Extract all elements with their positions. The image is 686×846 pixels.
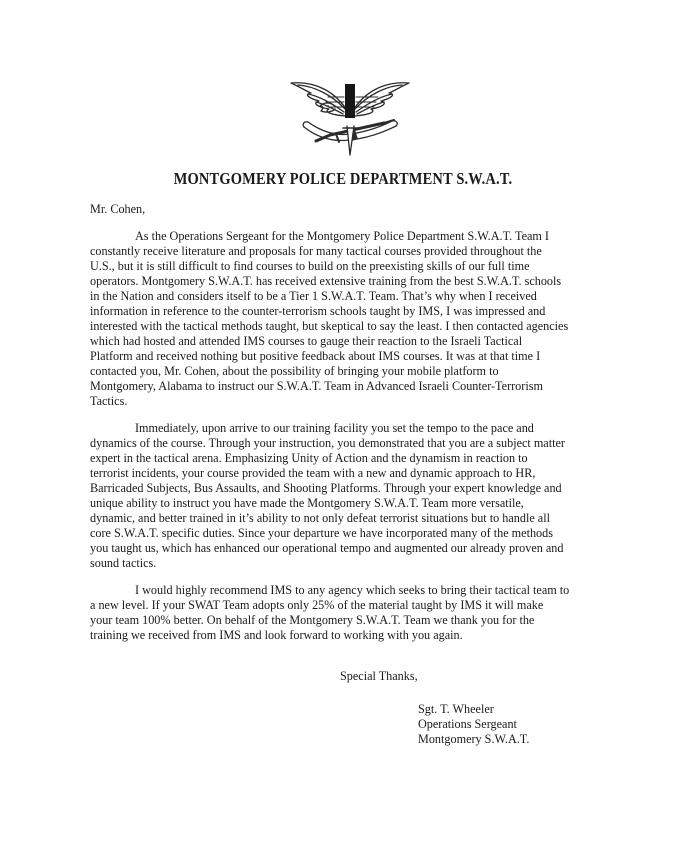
text-line: interested with the tactical methods taught, but skeptical to say the least. I then contacted agencies xyxy=(90,319,569,333)
text-line: dynamics of the course. Through your instruction, you demonstrated that you are a subject matter xyxy=(90,436,565,450)
signature-line: Sgt. T. Wheeler xyxy=(418,702,494,716)
text-line: a new level. If your SWAT Team adopts only 25% of the material taught by IMS it will make xyxy=(90,598,544,612)
text-line: As the Operations Sergeant for the Montgomery Police Department S.W.A.T. Team I xyxy=(135,229,549,243)
text-line: constantly receive literature and proposals for many tactical courses provided throughout the xyxy=(90,244,542,258)
text-line: which had hosted and attended IMS courses to gauge their reaction to the Israeli Tactical xyxy=(90,334,523,348)
text-line: information in reference to the counter-terrorism schools taught by IMS, I was impressed and xyxy=(90,304,546,318)
text-line: dynamic, and better trained in it’s ability to not only defeat terrorist situations but to handle all xyxy=(90,511,550,525)
greeting: Mr. Cohen, xyxy=(90,202,146,216)
department-logo xyxy=(0,0,686,165)
text-line: training we received from IMS and look forward to working with you again. xyxy=(90,628,463,642)
text-line: core S.W.A.T. specific duties. Since your departure we have incorporated many of the methods xyxy=(90,526,553,540)
signature-line: Montgomery S.W.A.T. xyxy=(418,732,530,746)
swat-eagle-emblem-icon xyxy=(281,147,405,164)
letter-body xyxy=(90,202,616,747)
paragraph xyxy=(90,229,616,409)
closing: Special Thanks, xyxy=(340,669,418,683)
text-line: expert in the tactical arena. Emphasizing Unity of Action and the dynamism in reaction to xyxy=(90,451,528,465)
text-line: you taught us, which has enhanced our operational tempo and augmented our already proven and xyxy=(90,541,564,555)
text-line: Immediately, upon arrive to our training facility you set the tempo to the pace and xyxy=(135,421,534,435)
signature-line: Operations Sergeant xyxy=(418,717,517,731)
text-line: in the Nation and considers itself to be a Tier 1 S.W.A.T. Team. That’s why when I received xyxy=(90,289,537,303)
text-line: Barricaded Subjects, Bus Assaults, and Shooting Platforms. Through your expert knowledge and xyxy=(90,481,562,495)
signature-block xyxy=(418,702,616,747)
text-line: Montgomery, Alabama to instruct our S.W.A.T. Team in Advanced Israeli Counter-Terrorism xyxy=(90,379,543,393)
text-line: Platform and received nothing but positive feedback about IMS courses. It was at that time I xyxy=(90,349,541,363)
text-line: terrorist incidents, your course provided the team with a new and dynamic approach to HR, xyxy=(90,466,536,480)
text-line: Tactics. xyxy=(90,394,128,408)
text-line: unique ability to instruct you have made the Montgomery S.W.A.T. Team more versatile, xyxy=(90,496,524,510)
paragraph xyxy=(90,583,616,643)
text-line: U.S., but it is still difficult to find courses to build on the preexisting skills of our full time xyxy=(90,259,530,273)
text-line: sound tactics. xyxy=(90,556,157,570)
text-line: your team 100% better. On behalf of the Montgomery S.W.A.T. Team we thank you for the xyxy=(90,613,535,627)
paragraph xyxy=(90,421,616,571)
text-line: I would highly recommend IMS to any agency which seeks to bring their tactical team to xyxy=(135,583,570,597)
department-title: MONTGOMERY POLICE DEPARTMENT S.W.A.T. xyxy=(173,169,513,188)
paragraphs-container xyxy=(90,229,616,643)
text-line: contacted you, Mr. Cohen, about the possibility of bringing your mobile platform to xyxy=(90,364,499,378)
text-line: operators. Montgomery S.W.A.T. has received extensive training from the best S.W.A.T. schools xyxy=(90,274,562,288)
